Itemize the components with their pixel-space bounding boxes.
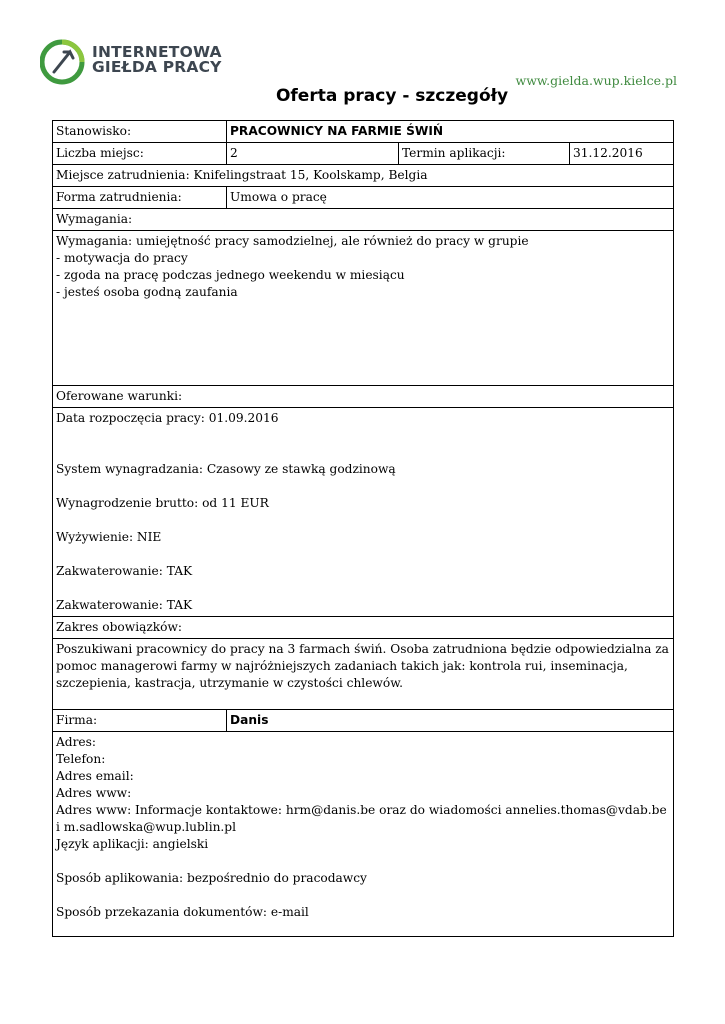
row-stanowisko bbox=[53, 121, 674, 143]
warunki-text: Data rozpoczęcia pracy: 01.09.2016 System wynagradzania: Czasowy ze stawką godzinową Wynagrodzenie brutto: od 11 EUR Wyżywienie: NIE Zakwaterowanie: TAK Zakwaterowanie: TAK bbox=[53, 408, 674, 617]
warunki-label: Oferowane warunki: bbox=[53, 386, 674, 408]
offer-table bbox=[52, 120, 674, 937]
firma-label: Firma: bbox=[53, 710, 227, 732]
liczba-value: 2 bbox=[227, 143, 399, 165]
row-forma bbox=[53, 187, 674, 209]
termin-label: Termin aplikacji: bbox=[399, 143, 570, 165]
miejsce-text: Miejsce zatrudnienia: Knifelingstraat 15, Koolskamp, Belgia bbox=[53, 165, 674, 187]
row-liczba bbox=[53, 143, 674, 165]
row-wymagania-text bbox=[53, 231, 674, 386]
forma-label: Forma zatrudnienia: bbox=[53, 187, 227, 209]
row-warunki-text bbox=[53, 408, 674, 617]
row-kontakt bbox=[53, 732, 674, 937]
zakres-label: Zakres obowiązków: bbox=[53, 617, 674, 639]
termin-value: 31.12.2016 bbox=[570, 143, 674, 165]
stanowisko-label: Stanowisko: bbox=[53, 121, 227, 143]
page-title: Oferta pracy - szczegóły bbox=[275, 86, 509, 106]
liczba-label: Liczba miejsc: bbox=[53, 143, 227, 165]
row-warunki-label bbox=[53, 386, 674, 408]
logo-line-1: INTERNETOWA bbox=[92, 43, 222, 61]
logo-line-2: GIEŁDA PRACY bbox=[92, 58, 222, 76]
wymagania-text: Wymagania: umiejętność pracy samodzielnej, ale również do pracy w grupie - motywacja do pracy - zgoda na pracę podczas jednego weekendu w miesiącu - jesteś osoba godną zaufania bbox=[53, 231, 674, 386]
site-url[interactable]: www.gielda.wup.kielce.pl bbox=[515, 73, 677, 88]
row-firma bbox=[53, 710, 674, 732]
row-zakres-label bbox=[53, 617, 674, 639]
logo bbox=[40, 38, 230, 88]
wymagania-label: Wymagania: bbox=[53, 209, 674, 231]
zakres-text: Poszukiwani pracownicy do pracy na 3 farmach świń. Osoba zatrudniona będzie odpowiedzialna za pomoc managerowi farmy w najróżniejszych zadaniach takich jak: kontrola rui, inseminacja, szczepienia, kastracja, utrzymanie w czystości chlewów. bbox=[53, 639, 674, 710]
row-wymagania-label bbox=[53, 209, 674, 231]
kontakt-text: Adres: Telefon: Adres email: Adres www: Adres www: Informacje kontaktowe: hrm@danis.be oraz do wiadomości annelies.thomas@vdab.be i m.sadlowska@wup.lublin.pl Język aplikacji: angielski Sposób aplikowania: bezpośrednio do pracodawcy Sposób przekazania dokumentów: e-mail bbox=[53, 732, 674, 937]
row-miejsce bbox=[53, 165, 674, 187]
stanowisko-value: PRACOWNICY NA FARMIE ŚWIŃ bbox=[227, 121, 674, 143]
row-zakres-text bbox=[53, 639, 674, 710]
forma-value: Umowa o pracę bbox=[227, 187, 674, 209]
logo-icon bbox=[40, 38, 90, 88]
firma-value: Danis bbox=[227, 710, 674, 732]
